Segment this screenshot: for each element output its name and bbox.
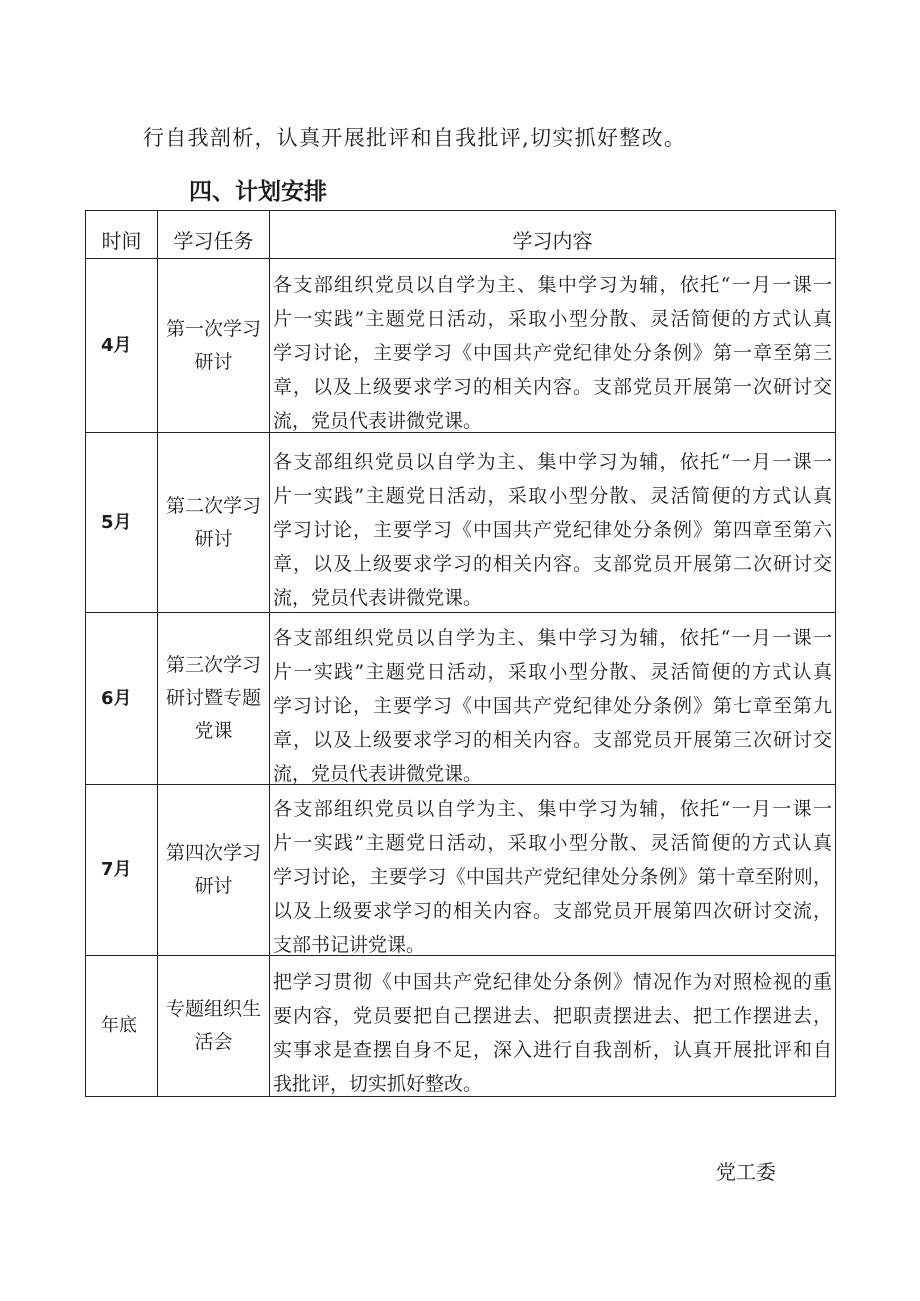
row-task-cell (158, 259, 270, 433)
content-line: 学习讨论，主要学习《中国共产党纪律处分条例》第七章至第九 (273, 694, 832, 717)
content-line: 流，党员代表讲微党课。 (273, 586, 483, 609)
content-line: 各支部组织党员以自学为主、集中学习为辅，依托“一月一课一 (273, 273, 832, 296)
row-time-cell (86, 785, 158, 956)
task-line: 专题组织生 (165, 998, 261, 1020)
content-line: 片一实践”主题党日活动，采取小型分散、灵活简便的方式认真 (273, 832, 832, 854)
row-time-cell (86, 259, 158, 433)
content-line: 流，党员代表讲微党课。 (273, 762, 483, 785)
content-line: 各支部组织党员以自学为主、集中学习为辅，依托“一月一课一 (273, 450, 832, 473)
content-line: 实事求是查摆自身不足，深入进行自我剖析，认真开展批评和自 (273, 1039, 832, 1061)
time-label: 6月 (101, 687, 132, 709)
task-line: 第二次学习 (165, 494, 261, 517)
header-time: 时间 (101, 228, 142, 253)
content-line: 学习讨论，主要学习《中国共产党纪律处分条例》第十章至附则， (273, 866, 832, 888)
row-time-cell (86, 433, 158, 613)
header-content: 学习内容 (512, 228, 593, 253)
signature: 党工委 (716, 1160, 776, 1184)
task-line: 研讨 (194, 875, 233, 897)
time-label: 年底 (101, 1015, 137, 1036)
section-heading: 四、计划安排 (189, 179, 327, 205)
task-line: 研讨暨专题 (165, 687, 261, 709)
task-line: 第四次学习 (165, 842, 261, 864)
plan-table (85, 210, 836, 1097)
intro-line: 行自我剖析，认真开展批评和自我批评,切实抓好整改。 (143, 126, 687, 150)
task-line: 研讨 (194, 527, 233, 550)
row-content-cell (270, 613, 836, 785)
content-line: 把学习贯彻《中国共产党纪律处分条例》情况作为对照检视的重 (273, 971, 832, 993)
row-time-cell (86, 613, 158, 785)
header-time-cell (86, 211, 158, 259)
header-task-cell (158, 211, 270, 259)
content-line: 各支部组织党员以自学为主、集中学习为辅，依托“一月一课一 (273, 626, 832, 649)
time-label: 5月 (101, 511, 132, 533)
content-line: 以及上级要求学习的相关内容。支部党员开展第四次研讨交流， (273, 900, 832, 922)
content-line: 支部书记讲党课。 (273, 934, 426, 956)
content-line: 章，以及上级要求学习的相关内容。支部党员开展第二次研讨交 (273, 552, 832, 575)
content-line: 片一实践”主题党日活动，采取小型分散、灵活简便的方式认真 (273, 484, 832, 507)
task-line: 第一次学习 (165, 317, 261, 340)
content-line: 我批评，切实抓好整改。 (273, 1073, 483, 1095)
content-line: 学习讨论，主要学习《中国共产党纪律处分条例》第一章至第三 (273, 341, 832, 364)
content-line: 流，党员代表讲微党课。 (273, 409, 483, 432)
row-content-cell (270, 433, 836, 613)
time-label: 4月 (101, 334, 132, 356)
row-content-cell (270, 785, 836, 956)
row-task-cell (158, 433, 270, 613)
row-content-cell (270, 259, 836, 433)
content-line: 章，以及上级要求学习的相关内容。支部党员开展第一次研讨交 (273, 375, 832, 398)
task-line: 党课 (194, 720, 233, 742)
header-content-cell (270, 211, 836, 259)
content-line: 要内容，党员要把自己摆进去、把职责摆进去、把工作摆进去， (273, 1005, 832, 1027)
content-line: 学习讨论，主要学习《中国共产党纪律处分条例》第四章至第六 (273, 518, 832, 541)
time-label: 7月 (101, 859, 132, 880)
row-content-cell (270, 956, 836, 1097)
content-line: 各支部组织党员以自学为主、集中学习为辅，依托“一月一课一 (273, 798, 832, 820)
task-line: 活会 (194, 1031, 233, 1053)
row-task-cell (158, 956, 270, 1097)
row-task-cell (158, 613, 270, 785)
content-line: 片一实践”主题党日活动，采取小型分散、灵活简便的方式认真 (273, 307, 832, 330)
task-line: 研讨 (194, 350, 233, 373)
row-task-cell (158, 785, 270, 956)
row-time-cell (86, 956, 158, 1097)
task-line: 第三次学习 (165, 654, 261, 676)
content-line: 片一实践”主题党日活动，采取小型分散、灵活简便的方式认真 (273, 660, 832, 683)
header-task: 学习任务 (173, 228, 254, 253)
content-line: 章，以及上级要求学习的相关内容。支部党员开展第三次研讨交 (273, 728, 832, 751)
